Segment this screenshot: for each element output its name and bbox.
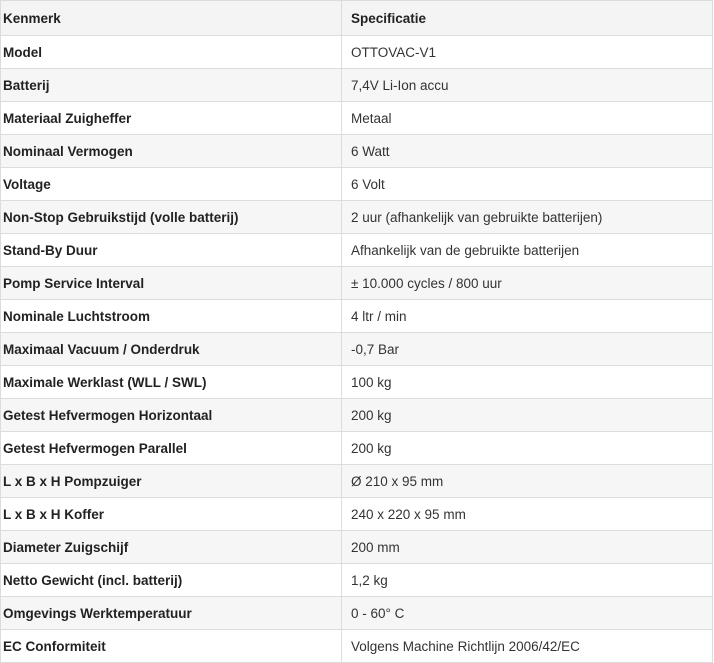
- table-row: [1, 465, 713, 498]
- table-row: [1, 201, 713, 234]
- table-row: [1, 36, 713, 69]
- table-header-row: [1, 1, 713, 36]
- row-key: Nominaal Vermogen: [1, 135, 342, 168]
- header-specificatie: Specificatie: [342, 1, 713, 36]
- table-row: [1, 69, 713, 102]
- table-row: [1, 399, 713, 432]
- row-key: Model: [1, 36, 342, 69]
- row-key: Maximaal Vacuum / Onderdruk: [1, 333, 342, 366]
- row-value: 100 kg: [342, 366, 713, 399]
- row-value: 0 - 60° C: [342, 597, 713, 630]
- row-value: 2 uur (afhankelijk van gebruikte batterijen): [342, 201, 713, 234]
- row-value: 1,2 kg: [342, 564, 713, 597]
- table-row: [1, 333, 713, 366]
- row-value: -0,7 Bar: [342, 333, 713, 366]
- row-key: Non-Stop Gebruikstijd (volle batterij): [1, 201, 342, 234]
- row-value: 200 kg: [342, 432, 713, 465]
- row-value: Metaal: [342, 102, 713, 135]
- row-value: 200 kg: [342, 399, 713, 432]
- row-key: Nominale Luchtstroom: [1, 300, 342, 333]
- row-value: 6 Watt: [342, 135, 713, 168]
- row-key: L x B x H Pompzuiger: [1, 465, 342, 498]
- table-row: [1, 531, 713, 564]
- row-key: Diameter Zuigschijf: [1, 531, 342, 564]
- table-row: [1, 498, 713, 531]
- row-key: Omgevings Werktemperatuur: [1, 597, 342, 630]
- table-row: [1, 432, 713, 465]
- row-value: 240 x 220 x 95 mm: [342, 498, 713, 531]
- table-row: [1, 135, 713, 168]
- table-row: [1, 234, 713, 267]
- table-row: [1, 168, 713, 201]
- table-row: [1, 267, 713, 300]
- row-value: ± 10.000 cycles / 800 uur: [342, 267, 713, 300]
- table-row: [1, 300, 713, 333]
- row-key: Netto Gewicht (incl. batterij): [1, 564, 342, 597]
- table-row: [1, 630, 713, 663]
- row-key: Batterij: [1, 69, 342, 102]
- row-value: Afhankelijk van de gebruikte batterijen: [342, 234, 713, 267]
- row-value: Ø 210 x 95 mm: [342, 465, 713, 498]
- header-kenmerk: Kenmerk: [1, 1, 342, 36]
- table-row: [1, 366, 713, 399]
- row-key: Stand-By Duur: [1, 234, 342, 267]
- table-row: [1, 102, 713, 135]
- row-value: OTTOVAC-V1: [342, 36, 713, 69]
- table-row: [1, 564, 713, 597]
- row-value: 6 Volt: [342, 168, 713, 201]
- row-key: Voltage: [1, 168, 342, 201]
- row-key: Pomp Service Interval: [1, 267, 342, 300]
- row-key: Materiaal Zuigheffer: [1, 102, 342, 135]
- row-key: L x B x H Koffer: [1, 498, 342, 531]
- table-row: [1, 597, 713, 630]
- row-key: EC Conformiteit: [1, 630, 342, 663]
- row-value: Volgens Machine Richtlijn 2006/42/EC: [342, 630, 713, 663]
- row-value: 200 mm: [342, 531, 713, 564]
- row-key: Getest Hefvermogen Horizontaal: [1, 399, 342, 432]
- row-key: Maximale Werklast (WLL / SWL): [1, 366, 342, 399]
- table-body: [1, 36, 713, 663]
- row-value: 7,4V Li-Ion accu: [342, 69, 713, 102]
- row-key: Getest Hefvermogen Parallel: [1, 432, 342, 465]
- row-value: 4 ltr / min: [342, 300, 713, 333]
